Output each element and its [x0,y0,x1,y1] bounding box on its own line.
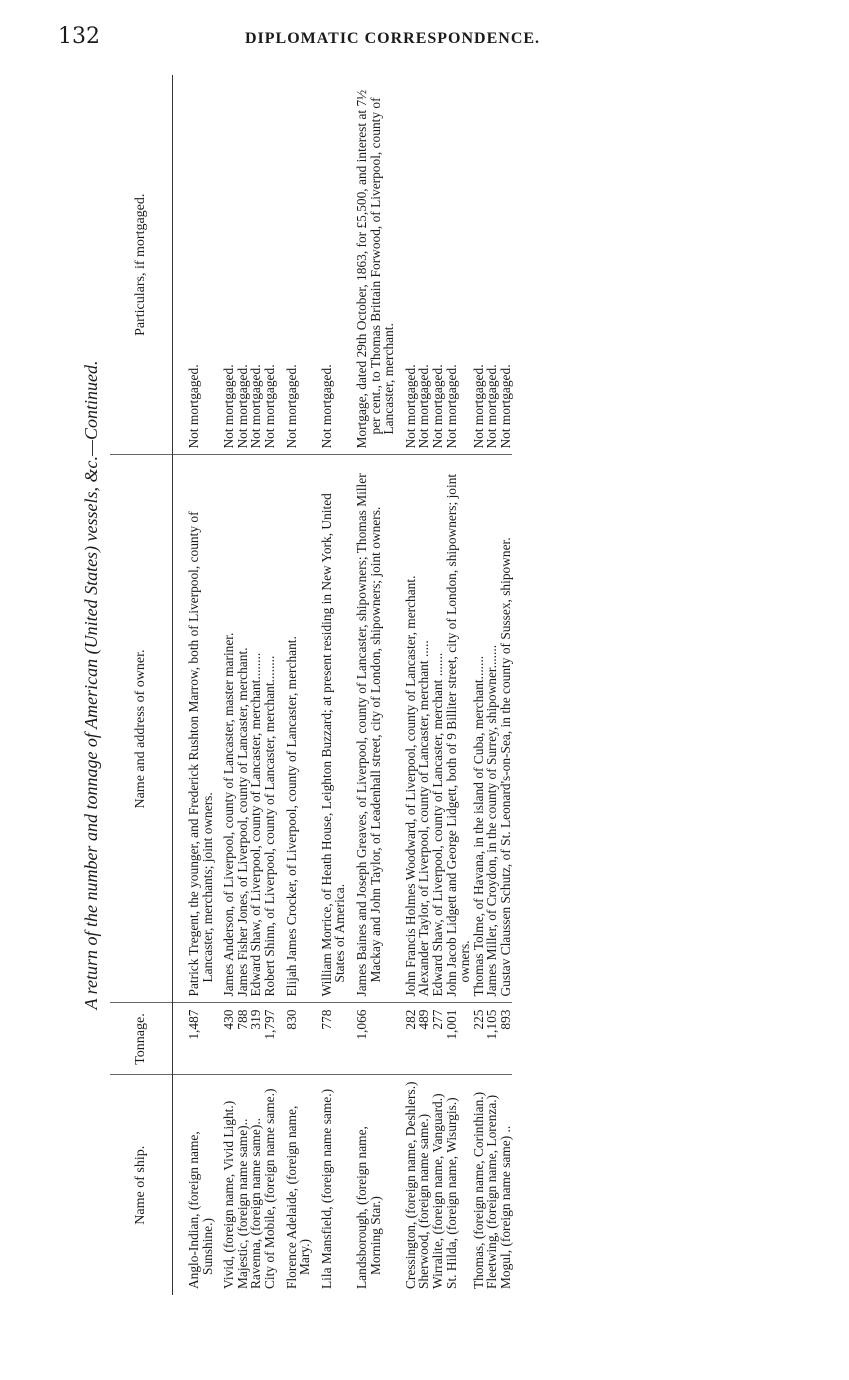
table-row [417,75,431,1295]
table-row [396,75,418,1295]
owner-address: Patrick Tregent, the younger, and Frederick Rushton Marrow, both of Liverpool, county of Lancaster, merchants; joint owners. [173,455,215,1003]
owner-address: Elijah James Crocker, of Liverpool, county of Lancaster, merchant. [277,455,312,1003]
ship-name: City of Mobile, (foreign name same.) [263,1075,277,1295]
tonnage: 489 [417,1003,431,1075]
tonnage: 1,066 [347,1003,396,1075]
tonnage: 1,487 [173,1003,215,1075]
ship-name: Sherwood, (foreign name same.) [417,1075,431,1295]
table-row [249,75,263,1295]
mortgage-particulars: Not mortgaged. [484,364,500,449]
tonnage: 225 [472,1003,486,1075]
page-number: 132 [58,24,100,49]
mortgage-particulars: Not mortgaged. [416,364,432,449]
tonnage: 430 [214,1003,236,1075]
tonnage: 1,105 [485,1003,499,1075]
header-mortgage: Particulars, if mortgaged. [110,75,173,455]
tonnage: 778 [312,1003,347,1075]
table-row [431,75,445,1295]
mortgage-particulars: Not mortgaged. [283,364,299,449]
ship-name: Thomas, (foreign name, Corinthian.) [472,1075,486,1295]
table-row [236,75,250,1295]
table-row [173,75,215,1295]
mortgage-particulars: Not mortgaged. [186,364,201,449]
ship-name: Cressington, (foreign name, Deshlers.) [396,1075,418,1295]
header-tonnage: Tonnage. [110,1003,173,1075]
table-row [472,75,486,1295]
ship-name: Florence Adelaide, (foreign name, Mary.) [277,1075,312,1295]
header-owner: Name and address of owner. [110,455,173,1003]
owner-address: Robert Shinn, of Liverpool, county of Lancaster, merchant........ [263,455,277,1003]
owner-address: James Fisher Jones, of Liverpool, county of Lancaster, merchant. [236,455,250,1003]
ship-name: Fleetwing, (foreign name, Lorenza.) [485,1075,499,1295]
header-ship: Name of ship. [110,1075,173,1295]
tonnage: 1,797 [263,1003,277,1075]
mortgage-particulars: Not mortgaged. [221,364,237,449]
mortgage-particulars: Not mortgaged. [318,364,334,449]
ship-name: Mogul, (foreign name same) .. [499,1075,513,1295]
mortgage-particulars: Not mortgaged. [402,364,418,449]
ship-name: Landsborough, (foreign name, Morning Star.) [347,1075,396,1295]
owner-address: James Anderson, of Liverpool, county of Lancaster, master mariner. [214,455,236,1003]
header-row [110,75,173,1295]
ship-name: Ravenna, (foreign name same).. [249,1075,263,1295]
table-caption: A return of the number and tonnage of American (United States) vessels, &c.—Continued. [81,360,101,1010]
table-row [347,75,396,1295]
mortgage-particulars: Not mortgaged. [429,364,445,449]
mortgage-particulars: Mortgage, dated 29th October, 1863, for £5,500, and interest at 7½ per cent., to Thomas Brittain Forwood, of Liverpool, county of Lancaster, merchant. [353,89,397,449]
owner-address: Edward Shaw, of Liverpool, county of Lancaster, merchant........ [249,455,263,1003]
owner-address: Alexander Taylor, of Liverpool, county of Lancaster, merchant ..... [417,455,431,1003]
mortgage-particulars: Not mortgaged. [261,364,277,449]
rotated-table-block [80,75,780,1295]
tonnage: 277 [431,1003,445,1075]
ship-name: Majestic, (foreign name same).. [236,1075,250,1295]
table-row [277,75,312,1295]
table-row [499,75,513,1295]
ship-name: Vivid, (foreign name, Vivid Light.) [214,1075,236,1295]
tonnage: 319 [249,1003,263,1075]
mortgage-particulars: Not mortgaged. [470,364,486,449]
owner-address: Edward Shaw, of Liverpool, county of Lancaster, merchant ....... [431,455,445,1003]
ship-name: Anglo-Indian, (foreign name, Sunshine.) [173,1075,215,1295]
mortgage-particulars: Not mortgaged. [234,364,250,449]
tonnage: 893 [499,1003,513,1075]
owner-address: James Miller, of Croydon, in the county of Surrey, shipowner....... [485,455,499,1003]
owner-address: John Jacob Lidgett and George Lidgett, both of 9 Billiter street, city of London, shipowners; joint owners. [445,455,472,1003]
owner-address: William Morrice, of Heath House, Leighton Buzzard; at present residing in New York, United States of America. [312,455,347,1003]
ship-name: Lila Mansfield, (foreign name same.) [312,1075,347,1295]
table-row [485,75,499,1295]
mortgage-particulars: Not mortgaged. [497,364,513,449]
table-row [214,75,236,1295]
vessel-return-table [110,75,512,1295]
tonnage: 1,001 [445,1003,472,1075]
tonnage: 830 [277,1003,312,1075]
tonnage: 788 [236,1003,250,1075]
owner-address: Gustav Claussen Schutz, of St. Leonard's-on-Sea, in the county of Sussex, shipowner. [499,455,513,1003]
ship-name: Wirralite, (foreign name, Vanguard.) [431,1075,445,1295]
owner-address: John Francis Holmes Woodward, of Liverpool, county of Lancaster, merchant. [396,455,418,1003]
mortgage-particulars: Not mortgaged. [248,364,264,449]
ship-name: St. Hilda, (foreign name, Wisurgis.) [445,1075,472,1295]
mortgage-particulars: Not mortgaged. [443,364,459,449]
table-row [263,75,277,1295]
tonnage: 282 [396,1003,418,1075]
owner-address: Thomas Tolme, of Havana, in the island of Cuba, merchant....... [472,455,486,1003]
running-head: DIPLOMATIC CORRESPONDENCE. [245,30,541,47]
owner-address: James Baines and Joseph Greaves, of Liverpool, county of Lancaster, shipowners; Thomas Miller Mackay and John Taylor, of Leadenhall street, city of London, shipowners; joint owners. [347,455,396,1003]
table-row [312,75,347,1295]
table-row [445,75,472,1295]
